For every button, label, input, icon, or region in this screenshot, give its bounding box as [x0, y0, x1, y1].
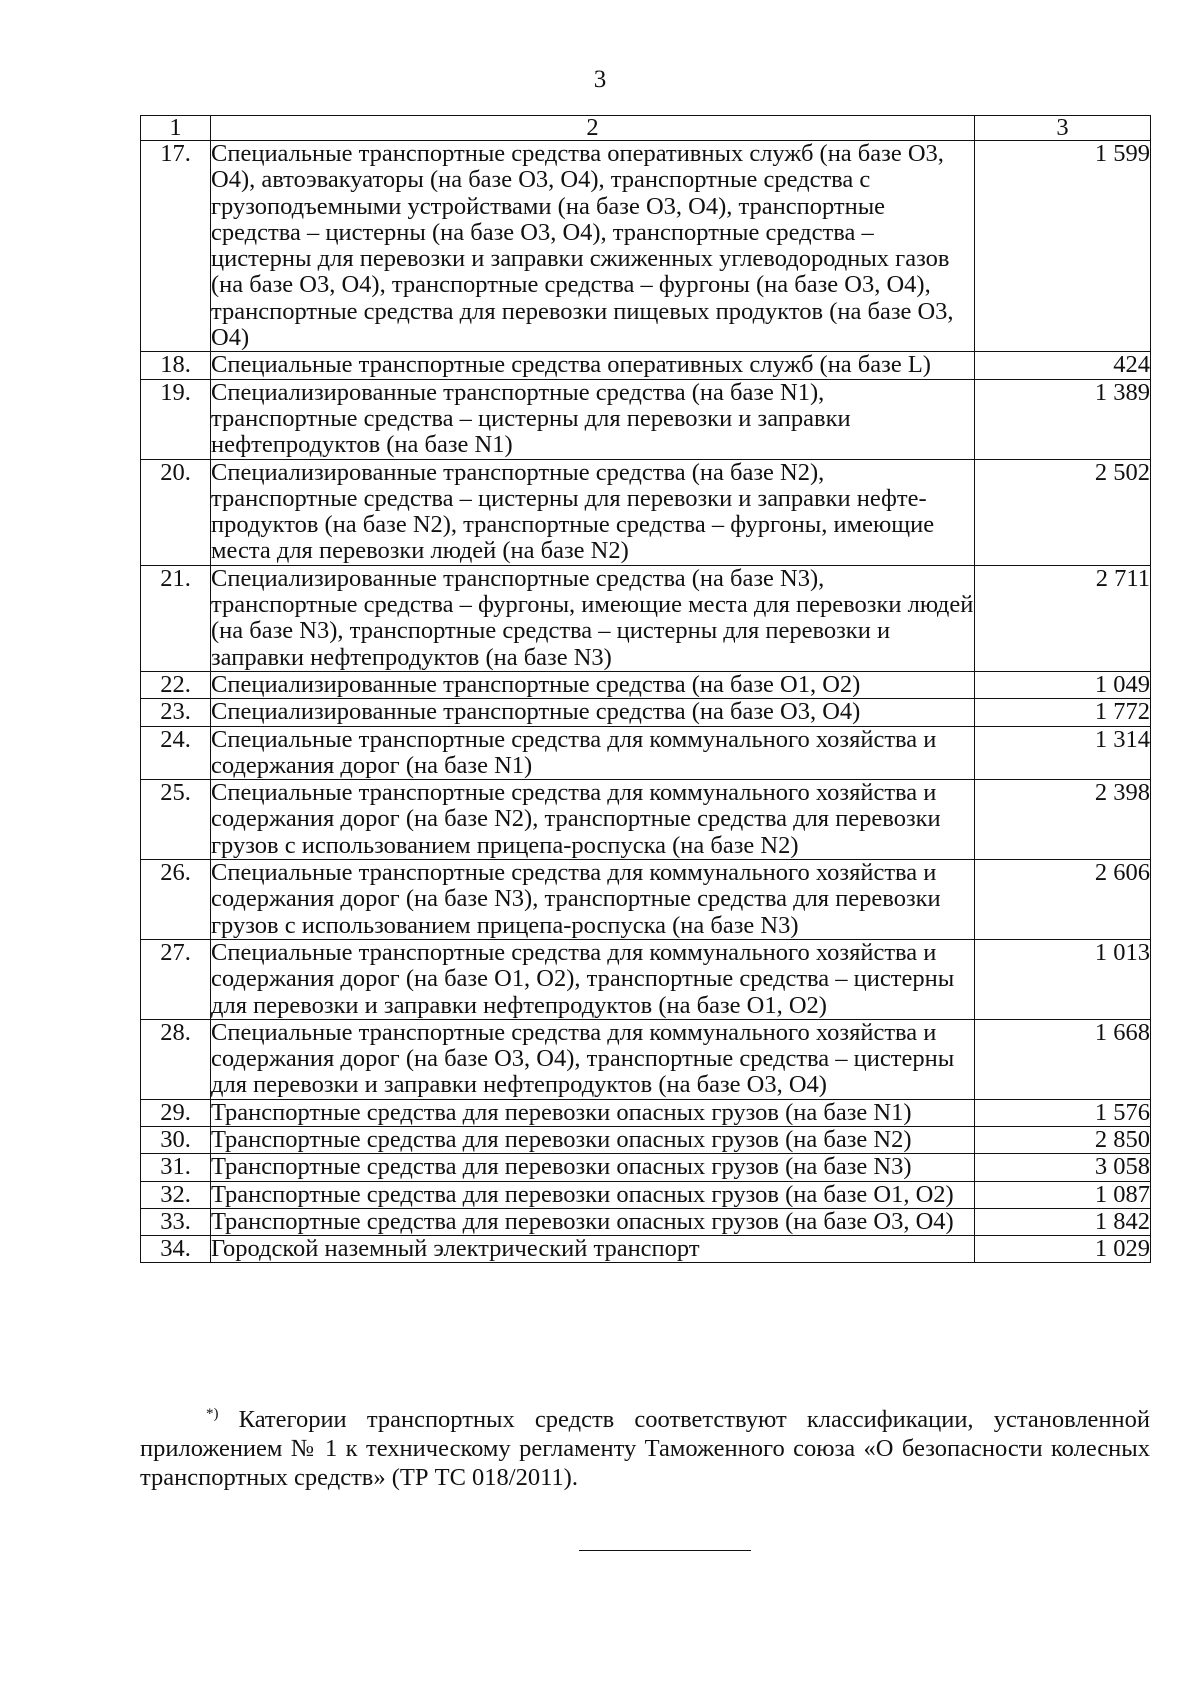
row-number: 34.: [141, 1236, 211, 1263]
row-value: 1 087: [975, 1181, 1151, 1208]
row-number: 17.: [141, 141, 211, 352]
row-value: 1 029: [975, 1236, 1151, 1263]
row-number: 20.: [141, 459, 211, 565]
row-description: Транспортные средства для перевозки опасных грузов (на базе О3, О4): [211, 1208, 975, 1235]
table-row: [141, 726, 1151, 780]
footnote-text: Категории транспортных средств соответствуют классификации, установленной приложением № 1 к техническому регламенту Таможенного союза «О безопасности колесных транспортных средств» (ТР ТС 018/2011).: [140, 1406, 1151, 1492]
row-description: Специализированные транспортные средства (на базе N1), транспортные средства – цистерны для перевозки и заправки нефтепродуктов (на базе N1): [211, 379, 975, 459]
row-value: 1 772: [975, 699, 1151, 726]
row-number: 30.: [141, 1126, 211, 1153]
row-description: Специальные транспортные средства для коммунального хозяйства и содержания дорог (на базе N2), транспортные средства для перевозки грузов с использованием прицепа-роспуска (на базе N2): [211, 780, 975, 860]
row-number: 18.: [141, 352, 211, 379]
table-row: [141, 352, 1151, 379]
row-number: 33.: [141, 1208, 211, 1235]
row-description: Специальные транспортные средства для коммунального хозяйства и содержания дорог (на базе N3), транспортные средства для перевозки грузов с использованием прицепа-роспуска (на базе N3): [211, 860, 975, 940]
row-number: 27.: [141, 939, 211, 1019]
row-description: Транспортные средства для перевозки опасных грузов (на базе N3): [211, 1154, 975, 1181]
table-row: [141, 1126, 1151, 1153]
table-row: [141, 860, 1151, 940]
row-number: 29.: [141, 1099, 211, 1126]
row-number: 23.: [141, 699, 211, 726]
row-value: 2 850: [975, 1126, 1151, 1153]
row-number: 19.: [141, 379, 211, 459]
table-row: [141, 379, 1151, 459]
table-header-row: [141, 116, 1151, 141]
table-row: [141, 565, 1151, 671]
row-value: 1 389: [975, 379, 1151, 459]
row-number: 22.: [141, 671, 211, 698]
row-description: Специальные транспортные средства для коммунального хозяйства и содержания дорог (на базе N1): [211, 726, 975, 780]
row-description: Специализированные транспортные средства (на базе О3, О4): [211, 699, 975, 726]
table-row: [141, 939, 1151, 1019]
footnote-marker: *): [206, 1406, 219, 1422]
row-value: 3 058: [975, 1154, 1151, 1181]
table-row: [141, 699, 1151, 726]
row-description: Транспортные средства для перевозки опасных грузов (на базе N1): [211, 1099, 975, 1126]
row-value: 2 502: [975, 459, 1151, 565]
table-row: [141, 1099, 1151, 1126]
table-row: [141, 1019, 1151, 1099]
row-description: Специальные транспортные средства для коммунального хозяйства и содержания дорог (на базе О1, О2), транспортные средства – цистерны для перевозки и заправки нефтепродуктов (на базе О1, О2): [211, 939, 975, 1019]
row-value: 2 398: [975, 780, 1151, 860]
page-number: 3: [593, 66, 607, 93]
row-description: Специальные транспортные средства для коммунального хозяйства и содержания дорог (на базе О3, О4), транспортные средства – цистерны для перевозки и заправки нефтепродуктов (на базе О3, О4): [211, 1019, 975, 1099]
table-row: [141, 671, 1151, 698]
row-number: 25.: [141, 780, 211, 860]
row-description: Транспортные средства для перевозки опасных грузов (на базе О1, О2): [211, 1181, 975, 1208]
row-number: 21.: [141, 565, 211, 671]
table-row: [141, 459, 1151, 565]
row-number: 28.: [141, 1019, 211, 1099]
row-value: 1 013: [975, 939, 1151, 1019]
row-value: 1 842: [975, 1208, 1151, 1235]
table-row: [141, 141, 1151, 352]
row-description: Специализированные транспортные средства (на базе N2), транспортные средства – цистерны для перевозки и заправки нефте-продуктов (на базе N2), транспортные средства – фургоны, имеющие места для перевозки людей (на базе N2): [211, 459, 975, 565]
row-number: 31.: [141, 1154, 211, 1181]
row-number: 24.: [141, 726, 211, 780]
table-row: [141, 1181, 1151, 1208]
vehicle-category-table: [140, 115, 1151, 1263]
row-number: 26.: [141, 860, 211, 940]
table-row: [141, 1154, 1151, 1181]
row-value: 2 711: [975, 565, 1151, 671]
header-cell-number: 1: [141, 116, 211, 141]
row-value: 1 049: [975, 671, 1151, 698]
row-description: Специализированные транспортные средства (на базе О1, О2): [211, 671, 975, 698]
row-description: Транспортные средства для перевозки опасных грузов (на базе N2): [211, 1126, 975, 1153]
row-value: 1 576: [975, 1099, 1151, 1126]
row-value: 424: [975, 352, 1151, 379]
row-value: 1 314: [975, 726, 1151, 780]
row-description: Специальные транспортные средства оперативных служб (на базе О3, О4), автоэвакуаторы (на базе О3, О4), транспортные средства с грузоподъемными устройствами (на базе О3, О4), транспортные средства – цистерны (на базе О3, О4), транспортные средства – цистерны для перевозки и заправки сжиженных углеводородных газов (на базе О3, О4), транспортные средства – фургоны (на базе О3, О4), транспортные средства для перевозки пищевых продуктов (на базе О3, О4): [211, 141, 975, 352]
header-cell-value: 3: [975, 116, 1151, 141]
row-description: Специальные транспортные средства оперативных служб (на базе L): [211, 352, 975, 379]
row-value: 1 599: [975, 141, 1151, 352]
footnote: [140, 1400, 1150, 1492]
row-description: Городской наземный электрический транспорт: [211, 1236, 975, 1263]
row-description: Специализированные транспортные средства (на базе N3), транспортные средства – фургоны, имеющие места для перевозки людей (на базе N3), транспортные средства – цистерны для перевозки и заправки нефтепродуктов (на базе N3): [211, 564, 974, 671]
table-row: [141, 780, 1151, 860]
table-row: [141, 1208, 1151, 1235]
end-divider: [579, 1550, 751, 1551]
row-value: 2 606: [975, 860, 1151, 940]
row-value: 1 668: [975, 1019, 1151, 1099]
header-cell-description: 2: [211, 116, 975, 141]
row-number: 32.: [141, 1181, 211, 1208]
table-row: [141, 1236, 1151, 1263]
